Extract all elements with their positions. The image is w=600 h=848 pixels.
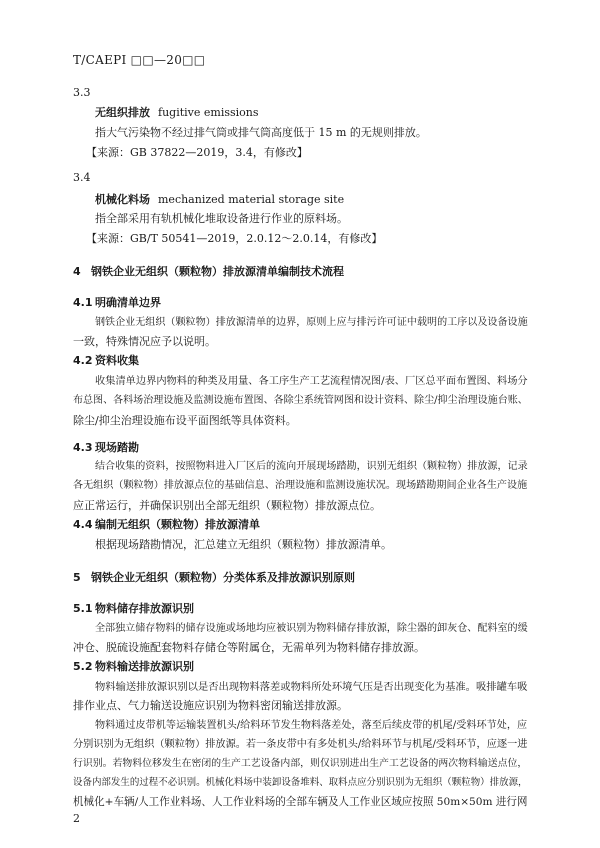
paragraph-line: 一致，特殊情况应予以说明。 — [73, 335, 216, 348]
paragraph-line: 结合收集的资料，按照物料进入厂区后的流向开展现场踏勘，识别无组织（颗粒物）排放源，记录 — [95, 461, 528, 472]
section-title: 物料储存排放源识别 — [95, 602, 194, 615]
paragraph-line: 冲仓、脱硫设施配套物料存储仓等附属仓，无需单列为物料储存排放源。 — [73, 641, 425, 654]
term-mechanized-site — [95, 193, 344, 207]
term-zh: 无组织排放 — [95, 106, 150, 119]
paragraph-line: 各无组织（颗粒物）排放源点位的基础信息、治理设施和监测设施状况。现场踏勘期间企业各生产设施 — [73, 480, 528, 491]
paragraph-line: 全部独立储存物料的储存设施或场地均应被识别为物料储存排放源，除尘器的卸灰仓、配料室的缓 — [95, 623, 528, 634]
term-en: mechanized material storage site — [158, 193, 345, 206]
term-zh: 机械化料场 — [95, 193, 150, 206]
section-number: 5.1 — [73, 602, 93, 615]
chapter-5-heading — [73, 571, 355, 585]
section-5-2-heading — [73, 660, 194, 674]
clause-number-3-4: 3.4 — [73, 171, 91, 184]
section-4-1-heading — [73, 296, 161, 310]
term-source: 【来源：GB/T 50541—2019，2.0.12～2.0.14，有修改】 — [86, 232, 383, 245]
term-definition: 指全部采用有轨机械化堆取设备进行作业的原料场。 — [95, 212, 348, 225]
paragraph-line: 物料输送排放源识别以是否出现物料落差或物料所处环境气压是否出现变化为基准。吸排罐车吸 — [95, 681, 528, 693]
chapter-number: 5 — [73, 571, 81, 584]
paragraph-line: 设备内部发生的过程不必识别。机械化料场中装卸设备堆料、取料点应分别识别为无组织（颗粒物）排放源， — [73, 777, 528, 788]
standard-number: T/CAEPI □□—20□□ — [73, 53, 206, 67]
section-5-1-heading — [73, 602, 194, 616]
paragraph-line: 除尘/抑尘治理设施布设平面图纸等具体资料。 — [73, 414, 297, 427]
term-en: fugitive emissions — [158, 106, 259, 119]
term-source: 【来源：GB 37822—2019，3.4，有修改】 — [86, 146, 308, 159]
paragraph-line: 收集清单边界内物料的种类及用量、各工序生产工艺流程情况图/表、厂区总平面布置图、料场分 — [95, 376, 528, 387]
section-number: 4.3 — [73, 441, 93, 454]
paragraph-line: 分别识别为无组织（颗粒物）排放源。若一条皮带中有多处机头/给料环节与机尾/受料环节，应逐一进 — [73, 739, 528, 750]
chapter-title: 钢铁企业无组织（颗粒物）排放源清单编制技术流程 — [91, 265, 344, 278]
page-number: 2 — [73, 812, 80, 825]
section-number: 4.2 — [73, 354, 93, 367]
term-fugitive-emissions — [95, 106, 259, 120]
paragraph-line: 钢铁企业无组织（颗粒物）排放源清单的边界，原则上应与排污许可证中载明的工序以及设备设施 — [95, 317, 528, 328]
paragraph-line: 行识别。若物料位移发生在密闭的生产工艺设备内部，则仅识别进出生产工艺设备的两次物料输送点位， — [73, 758, 528, 769]
section-number: 5.2 — [73, 660, 93, 673]
section-4-4-heading — [73, 518, 260, 532]
section-title: 资料收集 — [95, 354, 139, 367]
term-definition: 指大气污染物不经过排气筒或排气筒高度低于 15 m 的无规则排放。 — [95, 126, 427, 139]
section-title: 现场踏勘 — [95, 441, 139, 454]
section-title: 物料输送排放源识别 — [95, 660, 194, 673]
clause-number-3-3: 3.3 — [73, 86, 91, 99]
section-title: 编制无组织（颗粒物）排放源清单 — [95, 518, 260, 531]
chapter-4-heading — [73, 265, 344, 279]
section-4-2-heading — [73, 354, 139, 368]
chapter-number: 4 — [73, 265, 81, 278]
section-number: 4.1 — [73, 296, 93, 309]
section-title: 明确清单边界 — [95, 296, 161, 309]
paragraph-line: 排作业点、气力输送设施应识别为物料密闭输送排放源。 — [73, 699, 348, 712]
paragraph-line: 物料通过皮带机等运输装置机头/给料环节发生物料落差处，落至后续皮带的机尾/受料环节处，应 — [95, 720, 528, 731]
chapter-title: 钢铁企业无组织（颗粒物）分类体系及排放源识别原则 — [91, 571, 355, 584]
paragraph-line: 应正常运行，并确保识别出全部无组织（颗粒物）排放源点位。 — [73, 499, 381, 512]
paragraph-line: 机械化+车辆/人工作业料场、人工作业料场的全部车辆及人工作业区域应按照 50m×50m 进行网 — [73, 796, 528, 808]
section-number: 4.4 — [73, 518, 93, 531]
paragraph-line: 根据现场踏勘情况，汇总建立无组织（颗粒物）排放源清单。 — [95, 538, 392, 551]
section-4-3-heading — [73, 441, 139, 455]
paragraph-line: 布总图、各料场治理设施及监测设施布置图、各除尘系统管网图和设计资料、除尘/抑尘治理设施台账、 — [73, 395, 528, 406]
